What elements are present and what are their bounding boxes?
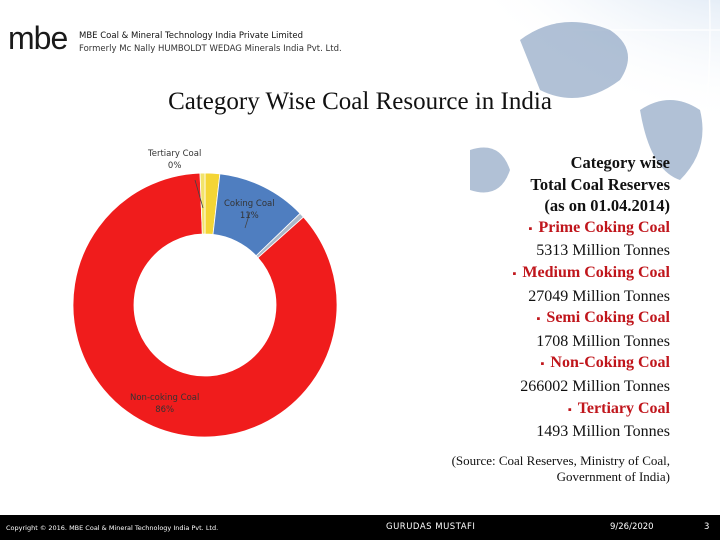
company-name: MBE Coal & Mineral Technology India Private Limited xyxy=(79,31,303,41)
panel-item-amount: 5313 Million Tonnes xyxy=(536,242,670,260)
panel-heading-3: (as on 01.04.2014) xyxy=(544,196,670,216)
reserves-panel xyxy=(410,152,670,443)
bullet-icon: ▪ xyxy=(567,403,572,416)
category-name: Semi Coking Coal xyxy=(546,309,670,327)
panel-heading-2: Total Coal Reserves xyxy=(530,174,670,194)
footer-presenter: GURUDAS MUSTAFI xyxy=(386,522,476,532)
panel-item-amount: 1493 Million Tonnes xyxy=(536,423,670,441)
slide-title: Category Wise Coal Resource in India xyxy=(168,88,552,115)
panel-heading-1: Category wise xyxy=(570,153,670,172)
footer-page-number: 3 xyxy=(704,522,710,532)
panel-item-amount: 266002 Million Tonnes xyxy=(520,377,670,395)
footer-copyright: Copyright © 2016. MBE Coal & Mineral Technology India Pvt. Ltd. xyxy=(6,524,219,532)
mbe-logo xyxy=(8,20,72,56)
donut-svg xyxy=(40,140,370,450)
label-tertiary-coal: Tertiary Coal 0% xyxy=(148,149,202,171)
label-non-coking-coal: Non-coking Coal 86% xyxy=(130,393,200,415)
category-name: Prime Coking Coal xyxy=(538,218,670,236)
bullet-icon: ▪ xyxy=(512,267,517,280)
bullet-icon: ▪ xyxy=(540,358,545,371)
coal-donut-chart xyxy=(40,140,370,450)
panel-item-amount: 27049 Million Tonnes xyxy=(528,287,670,305)
category-name: Tertiary Coal xyxy=(577,399,670,417)
formerly-name: Formerly Mc Nally HUMBOLDT WEDAG Minerals India Pvt. Ltd. xyxy=(79,44,342,54)
svg-text:mbe: mbe xyxy=(8,20,68,56)
category-name: Medium Coking Coal xyxy=(522,263,670,281)
panel-item-category xyxy=(410,307,670,331)
label-coking-coal: Coking Coal 11% xyxy=(224,199,275,221)
category-name: Non-Coking Coal xyxy=(550,354,670,372)
panel-item-category xyxy=(410,398,670,422)
panel-item-category xyxy=(410,262,670,286)
panel-item-category xyxy=(410,352,670,376)
bullet-icon: ▪ xyxy=(536,313,541,326)
panel-item-category xyxy=(410,217,670,241)
panel-item-amount: 1708 Million Tonnes xyxy=(536,332,670,350)
source-note: (Source: Coal Reserves, Ministry of Coal, Government of India) xyxy=(451,453,670,484)
footer-date: 9/26/2020 xyxy=(610,522,654,532)
bullet-icon: ▪ xyxy=(528,222,533,235)
footer-bar xyxy=(0,515,720,540)
